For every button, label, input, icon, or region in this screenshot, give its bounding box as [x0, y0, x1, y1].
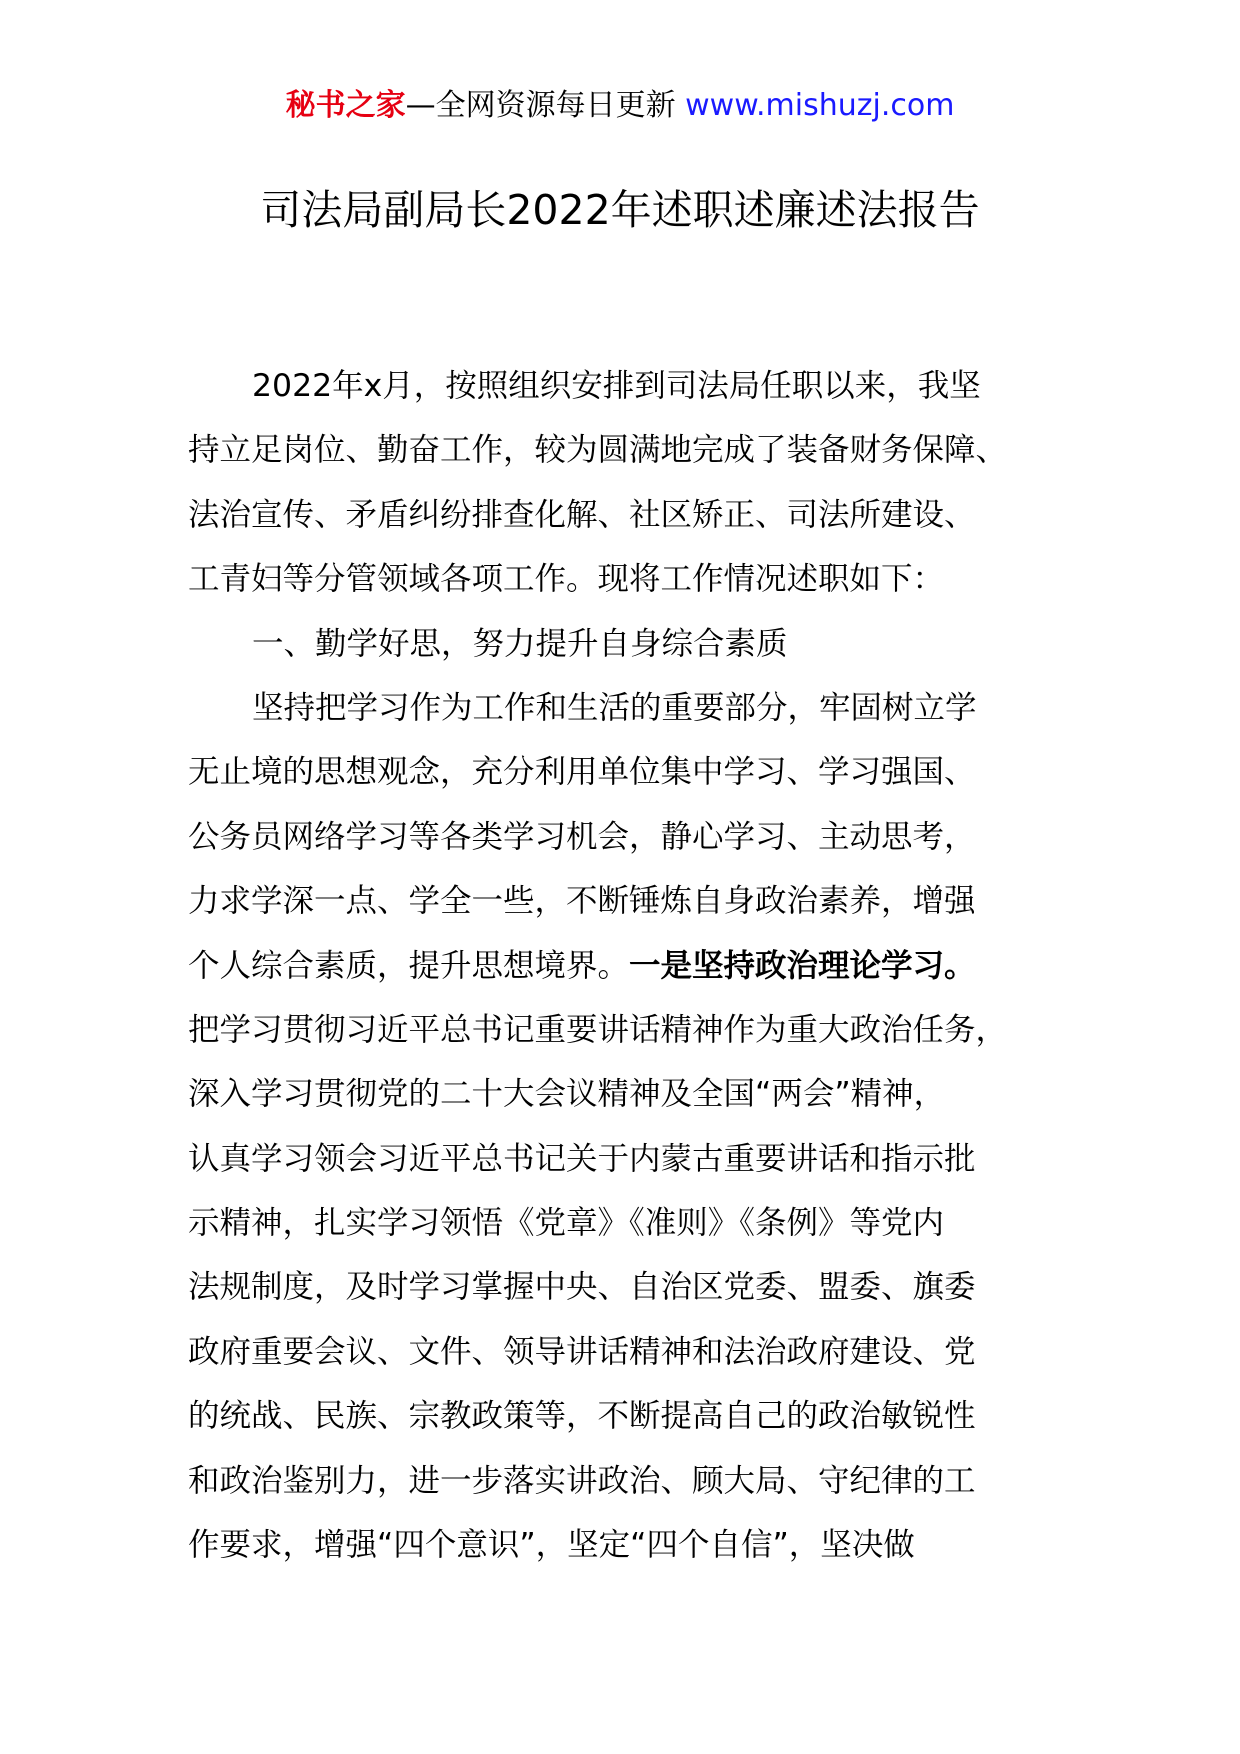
line-text: 个人综合素质，提升思想境界。 — [188, 947, 630, 984]
site-url-link[interactable]: www.mishuzj.com — [685, 88, 955, 123]
paragraph-line: 力求学深一点、学全一些，不断锤炼自身政治素养，增强 — [188, 883, 976, 920]
paragraph-line: 深入学习贯彻党的二十大会议精神及全国“两会”精神， — [188, 1076, 946, 1113]
header-tagline: —全网资源每日更新 — [405, 88, 686, 123]
paragraph-line: 把学习贯彻习近平总书记重要讲话精神作为重大政治任务， — [188, 1011, 1008, 1048]
paragraph-line — [188, 934, 1068, 998]
paragraph-line: 示精神，扎实学习领悟《党章》《准则》《条例》等党内 — [188, 1205, 945, 1242]
brand-name: 秘书之家 — [285, 88, 406, 123]
paragraph-line: 持立足岗位、勤奋工作，较为圆满地完成了装备财务保障、 — [188, 432, 1008, 469]
bold-subheading: 一是坚持政治理论学习。 — [629, 947, 976, 984]
paragraph-line: 和政治鉴别力，进一步落实讲政治、顾大局、守纪律的工 — [188, 1462, 976, 1499]
paragraph-line: 坚持把学习作为工作和生活的重要部分，牢固树立学 — [252, 689, 977, 726]
paragraph-line: 无止境的思想观念，充分利用单位集中学习、学习强国、 — [188, 754, 976, 791]
paragraph-line: 作要求，增强“四个意识”，坚定“四个自信”，坚决做 — [188, 1527, 915, 1564]
paragraph-line: 工青妇等分管领域各项工作。现将工作情况述职如下： — [188, 561, 945, 598]
paragraph-line: 的统战、民族、宗教政策等，不断提高自己的政治敏锐性 — [188, 1398, 976, 1435]
paragraph-line: 政府重要会议、文件、领导讲话精神和法治政府建设、党 — [188, 1333, 976, 1370]
document-title: 司法局副局长2022年述职述廉述法报告 — [260, 186, 980, 234]
section-heading: 一、勤学好思，努力提升自身综合素质 — [252, 625, 788, 662]
paragraph-line: 2022年x月，按照组织安排到司法局任职以来，我坚 — [252, 368, 981, 404]
site-header — [0, 86, 1240, 126]
paragraph-line: 法治宣传、矛盾纠纷排查化解、社区矫正、司法所建设、 — [188, 496, 976, 533]
paragraph-line: 公务员网络学习等各类学习机会，静心学习、主动思考， — [188, 818, 976, 855]
paragraph-line: 法规制度，及时学习掌握中央、自治区党委、盟委、旗委 — [188, 1269, 976, 1306]
document-body — [188, 354, 1068, 1577]
paragraph-line: 认真学习领会习近平总书记关于内蒙古重要讲话和指示批 — [188, 1140, 976, 1177]
